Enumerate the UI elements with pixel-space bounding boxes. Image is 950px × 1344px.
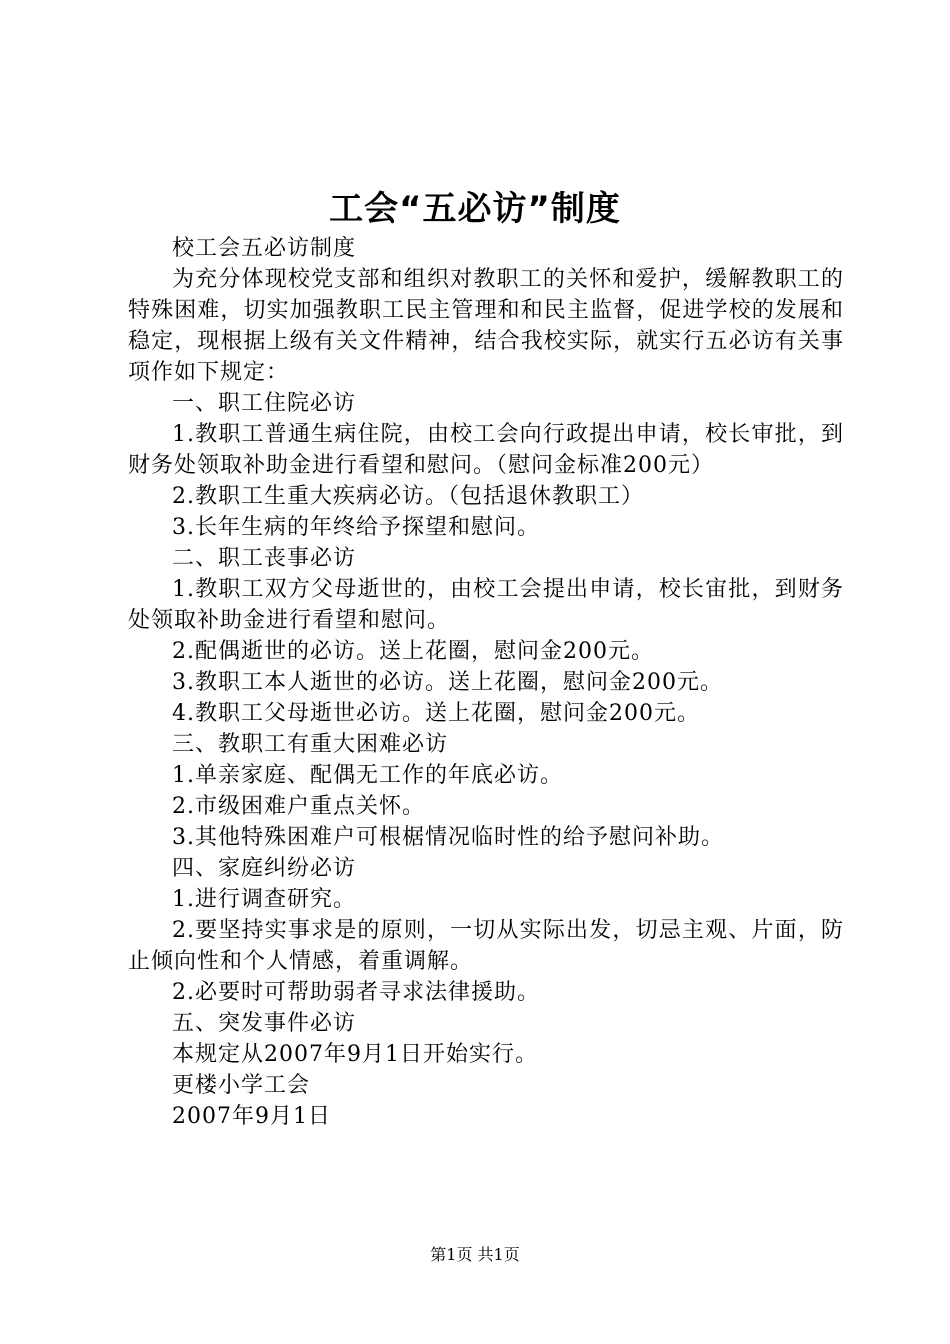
paragraph: 校工会五必访制度 [172,236,357,261]
paragraph: 2.配偶逝世的必访。送上花圈，慰问金200元。 [172,639,654,664]
paragraph: 1.教职工双方父母逝世的，由校工会提出申请，校长宙批，到财务处领取补助金进行看望和慰问。 [128,577,844,633]
paragraph: 3.教职工本人逝世的必访。送上花圈，慰问金200元。 [172,670,723,695]
paragraph: 4.教职工父母逝世必访。送上花圈，慰问金200元。 [172,701,700,726]
paragraph: 2.教职工生重大疾病必访。（包括退休教职工） [172,484,644,509]
paragraph: 3.长年生病的年终给予探望和慰问。 [172,515,540,540]
signature-date: 2007年9月1日 [172,1104,331,1129]
section-heading: 三、教职工有重大困难必访 [172,732,449,757]
document-body [128,233,844,1132]
section-heading: 四、家庭纠纷必访 [172,856,357,881]
paragraph: 本规定从2007年9月1日开始实行。 [172,1042,538,1067]
paragraph: 1.单亲家庭、配偶无工作的年底必访。 [172,763,563,788]
paragraph: 2.市级困难户重点关怀。 [172,794,425,819]
paragraph: 2.要坚持实事求是的原则，一切从实际出发，切忌主观、片面，防止倾向性和个人情感，着重调解。 [128,918,844,974]
section-heading: 二、职工丧事必访 [172,546,357,571]
paragraph: 1.进行调查研究。 [172,887,356,912]
page-footer: 第1页 共1页 [430,1245,520,1264]
paragraph: 为充分体现校党支部和组织对教职工的关怀和爱护，缓解教职工的特殊困难，切实加强教职工民主管理和和民主监督，促进学校的发展和稳定，现根据上级有关文件精神，结合我校实际，就实行五必访有关事项作如下规定： [128,267,844,385]
signature-org: 更楼小学工会 [172,1073,311,1098]
document-title: 工会“五必访”制度 [329,189,621,229]
paragraph: 1.教职工普通生病住院，由校工会向行政提出申请，校长审批，到财务处领取补助金进行看望和慰问。（慰问金标准200元） [128,422,844,478]
paragraph: 2.必要时可帮助弱者寻求法律援助。 [172,980,540,1005]
section-heading: 五、突发事件必访 [172,1011,357,1036]
section-heading: 一、职工住院必访 [172,391,357,416]
paragraph: 3.其他特殊困难户可根椐情况临时性的给予慰问补助。 [172,825,724,850]
